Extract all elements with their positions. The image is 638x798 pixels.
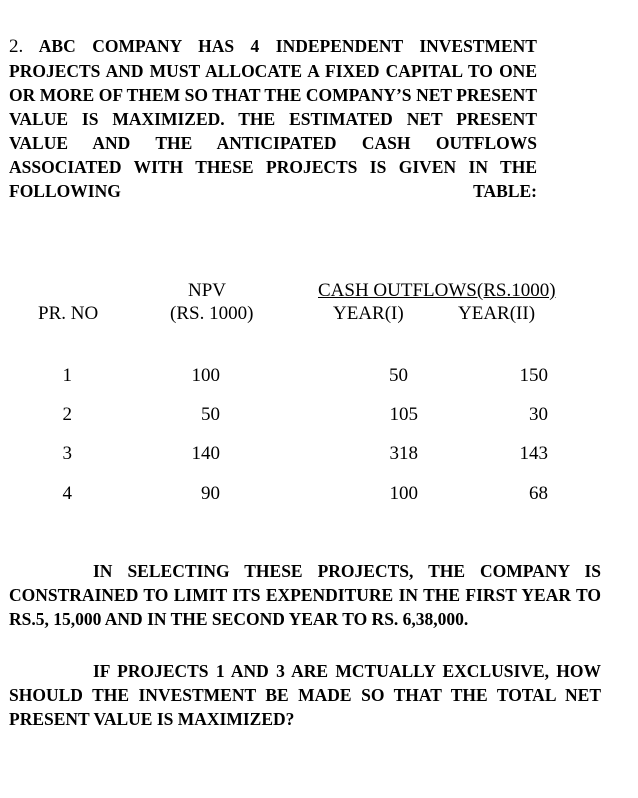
cell-pr-no: 4 — [62, 483, 72, 504]
question-intro — [9, 34, 537, 203]
question-text: IF PROJECTS 1 AND 3 ARE MCTUALLY EXCLUSIVE, HOW SHOULD THE INVESTMENT BE MADE SO THAT THE TOTAL NET PRESENT VALUE IS MAXIMIZED? — [9, 661, 601, 729]
constraint-paragraph — [9, 559, 601, 631]
cell-year-1: 105 — [389, 404, 418, 425]
cell-npv: 100 — [191, 365, 220, 386]
header-pr-no: PR. NO — [38, 303, 99, 324]
header-cash-outflows: CASH OUTFLOWS(RS.1000) — [318, 280, 556, 301]
cell-npv: 140 — [191, 443, 220, 464]
question-intro-text: ABC COMPANY HAS 4 INDEPENDENT INVESTMENT PROJECTS AND MUST ALLOCATE A FIXED CAPITAL TO ONE OR MORE OF THEM SO THAT THE COMPANY’S NET PRESENT VALUE IS MAXIMIZED. THE ESTIMATED NET PRESENT VALUE AND THE ANTICIPATED CASH OUTFLOWS ASSOCIATED WITH THESE PROJECTS IS GIVEN IN THE FOLLOWING TABLE: — [9, 36, 537, 201]
cell-pr-no: 2 — [62, 404, 72, 425]
cell-year-1: 318 — [389, 443, 418, 464]
cell-npv: 50 — [201, 404, 220, 425]
header-year-1: YEAR(I) — [333, 303, 404, 324]
cell-pr-no: 3 — [62, 443, 72, 464]
cell-pr-no: 1 — [62, 365, 72, 386]
header-npv: NPV — [188, 280, 227, 301]
cell-year-1: 50 — [389, 365, 408, 386]
cell-year-2: 68 — [529, 483, 548, 504]
question-number: 2. — [9, 36, 24, 57]
cell-year-2: 143 — [519, 443, 548, 464]
header-npv-unit: (RS. 1000) — [170, 303, 254, 324]
cell-year-1: 100 — [389, 483, 418, 504]
constraint-text: IN SELECTING THESE PROJECTS, THE COMPANY IS CONSTRAINED TO LIMIT ITS EXPENDITURE IN THE FIRST YEAR TO RS.5, 15,000 AND IN THE SECOND YEAR TO RS. 6,38,000. — [9, 561, 601, 629]
cell-year-2: 30 — [529, 404, 548, 425]
cell-year-2: 150 — [519, 365, 548, 386]
cell-npv: 90 — [201, 483, 220, 504]
question-paragraph — [9, 659, 601, 731]
header-year-2: YEAR(II) — [458, 303, 536, 324]
